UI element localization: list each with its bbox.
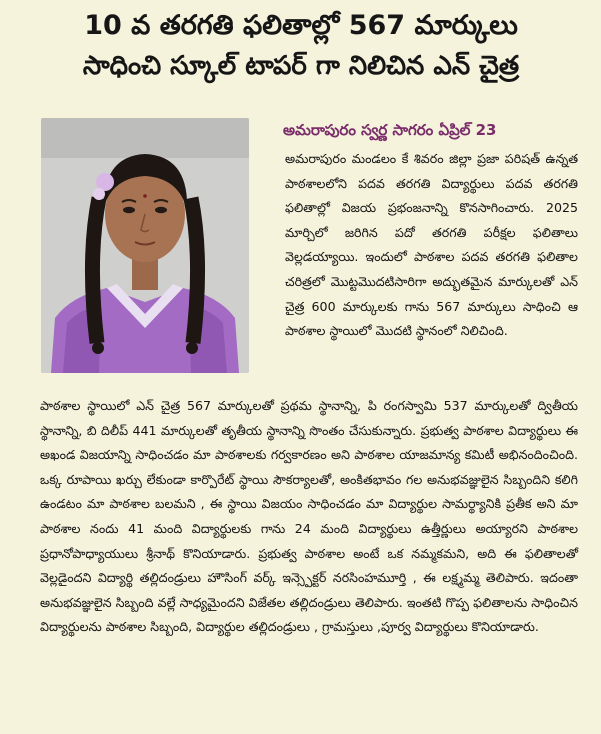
headline-line-2: సాధించి స్కూల్ టాపర్ గా నిలిచిన ఎన్ చైత్ర bbox=[82, 51, 520, 81]
headline bbox=[16, 6, 586, 86]
column-paragraph: అమరాపురం మండలం కే శివరం జిల్లా ప్రజా పరిషత్ ఉన్నత పాఠశాలలోని పదవ తరగతి విద్యార్థులు పదవ తరగతి ఫలితాల్లో విజయ ప్రభంజనాన్ని కొనసాగించారు. 2025 మార్చిలో జరిగిన పదో తరగతి పరీక్షల ఫలితాలు వెల్లడయ్యాయి. ఇందులో పాఠశాల పదవ తరగతి ఫలితాల చరిత్రలో మొట్టమొదటిసారిగా అద్భుతమైన మార్కులతో ఎన్ చైత్ర 600 మార్కులకు గాను 567 మార్కులు సాధించి ఆ పాఠశాల స్థాయిలో మొదటి స్థానంలో నిలిచింది. bbox=[285, 151, 578, 339]
student-photo-illustration bbox=[41, 118, 249, 373]
student-photo bbox=[41, 118, 249, 373]
article-column-text bbox=[285, 147, 578, 344]
dateline: అమరాపురం స్వర్ణ సాగరం ఏప్రిల్ 23 bbox=[283, 121, 497, 139]
full-paragraph: పాఠశాల స్థాయిలో ఎన్ చైత్ర 567 మార్కులతో ప్రథమ స్థానాన్ని, పి రంగస్వామి 537 మార్కులతో ద్వితీయ స్థానాన్ని, బి దిలీప్ 441 మార్కులతో తృతీయ స్థానాన్ని సొంతం చేసుకున్నారు. ప్రభుత్వ పాఠశాల విద్యార్థులు ఈ అఖండ విజయాన్ని సాధించడం మా పాఠశాలకు గర్వకారణం అని పాఠశాల యాజమాన్య కమిటీ అభినందించింది. ఒక్క రూపాయి ఖర్చు లేకుండా కార్పొరేట్ స్థాయి సౌకర్యాలతో, అంకితభావం గల అనుభవజ్ఞులైన సిబ్బందిని కలిగి ఉండటం మా పాఠశాల బలమని , ఈ స్థాయి విజయం సాధించడం మా విద్యార్థుల సామర్థ్యానికి ప్రతీక అని మా పాఠశాల నందు 41 మంది విద్యార్థులకు గాను 24 మంది విద్యార్థులు ఉత్తీర్ణులు అయ్యారని పాఠశాల ప్రధానోపాధ్యాయులు శ్రీనాథ్ కొనియాడారు. ప్రభుత్వ పాఠశాల అంటే ఒక నమ్మకమని, అది ఈ ఫలితాలతో వెల్లడైందని విద్యార్థి తల్లిదండ్రులు హౌసింగ్ వర్క్ ఇన్స్పెక్టర్ నరసింహమూర్తి , ఈ లక్ష్మమ్మ తెలిపారు. ఇదంతా అనుభవజ్ఞులైన సిబ్బంది వల్లే సాధ్యమైందని విజేతల తల్లిదండ్రులు తెలిపారు. ఇంతటి గొప్ప ఫలితాలను సాధించిన విద్యార్థులను పాఠశాల సిబ్బంది, విద్యార్థుల తల్లిదండ్రులు , గ్రామస్తులు ,పూర్వ విద్యార్థులు కొనియాడారు. bbox=[40, 398, 578, 635]
headline-line-1: 10 వ తరగతి ఫలితాల్లో 567 మార్కులు bbox=[84, 10, 518, 41]
article-full-width-text bbox=[40, 394, 578, 640]
